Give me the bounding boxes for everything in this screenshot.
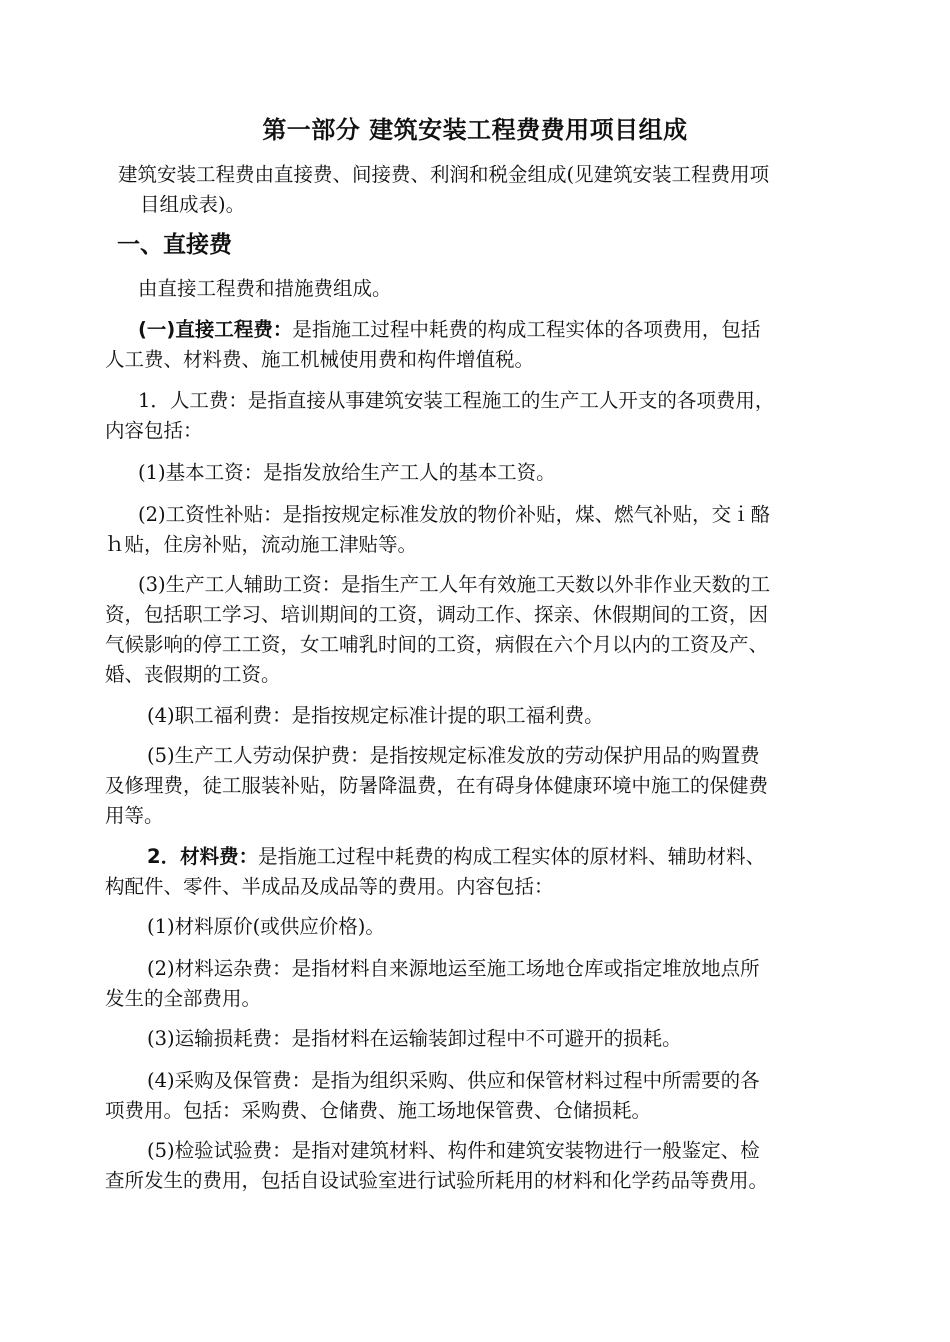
labor-item-3-line-3: 气候影响的停工工资，女工哺乳时间的工资，病假在六个月以内的工资及产、 — [105, 633, 769, 656]
section-heading-direct-cost: 一、直接费 — [117, 232, 232, 258]
labor-item-4-line-1: (4)职工福利费：是指按规定标准计提的职工福利费。 — [147, 704, 604, 727]
material-item-1 — [105, 912, 850, 942]
labor-item-5-line-2: 及修理费，徒工服装补贴，防暑降温费，在有碍身体健康环境中施工的保健费 — [105, 774, 769, 797]
material-cost-label: 2．材料费： — [147, 845, 259, 868]
material-item-4 — [105, 1066, 850, 1126]
summary-line: 由直接工程费和措施费组成。 — [138, 277, 392, 300]
intro-line-2: 目组成表)。 — [140, 193, 246, 216]
labor-item-3-line-4: 婚、丧假期的工资。 — [105, 663, 281, 686]
page-title: 第一部分 建筑安装工程费费用项目组成 — [262, 116, 688, 144]
material-item-4-line-1: (4)采购及保管费：是指为组织采购、供应和保管材料过程中所需要的各 — [147, 1069, 760, 1092]
direct-engineering-cost-label: (一)直接工程费： — [138, 318, 293, 341]
material-item-2-line-2: 发生的全部费用。 — [105, 987, 262, 1010]
labor-cost-line-2: 内容包括： — [105, 419, 203, 442]
labor-cost-line-1: 1．人工费：是指直接从事建筑安装工程施工的生产工人开支的各项费用， — [138, 389, 775, 412]
material-item-1-line-1: (1)材料原价(或供应价格)。 — [147, 915, 385, 938]
material-item-3-line-1: (3)运输损耗费：是指材料在运输装卸过程中不可避开的损耗。 — [147, 1027, 682, 1050]
labor-cost-paragraph — [105, 386, 850, 446]
labor-item-2-line-1: (2)工资性补贴：是指按规定标准发放的物价补贴，煤、燃气补贴，交ｉ酪 — [138, 503, 771, 526]
labor-item-4 — [105, 701, 850, 731]
labor-item-5-line-3: 用等。 — [105, 804, 164, 827]
labor-item-2 — [105, 500, 850, 560]
labor-item-5-line-1: (5)生产工人劳动保护费：是指按规定标准发放的劳动保护用品的购置费 — [147, 744, 760, 767]
material-item-5-line-1: (5)检验试验费：是指对建筑材料、构件和建筑安装物进行一般鉴定、检 — [147, 1139, 760, 1162]
labor-item-3 — [105, 570, 850, 690]
labor-item-1 — [105, 458, 850, 488]
labor-item-5 — [105, 741, 850, 831]
material-item-5-line-2: 查所发生的费用，包括自设试验室进行试验所耗用的材料和化学药品等费用。 — [105, 1169, 769, 1192]
section-summary — [105, 274, 850, 304]
labor-item-1-line-1: (1)基本工资：是指发放给生产工人的基本工资。 — [138, 461, 556, 484]
direct-engineering-cost-line-2: 人工费、材料费、施工机械使用费和构件增值税。 — [105, 348, 535, 371]
material-cost-text: 是指施工过程中耗费的构成工程实体的原材料、辅助材料、 — [258, 845, 766, 868]
material-item-3 — [105, 1024, 850, 1054]
material-item-2-line-1: (2)材料运杂费：是指材料自来源地运至施工场地仓库或指定堆放地点所 — [147, 957, 760, 980]
labor-item-2-line-2: ｈ贴，住房补贴，流动施工津贴等。 — [105, 533, 418, 556]
intro-paragraph — [118, 160, 858, 220]
direct-engineering-cost-text: 是指施工过程中耗费的构成工程实体的各项费用，包括 — [292, 318, 761, 341]
labor-item-3-line-1: (3)生产工人辅助工资：是指生产工人年有效施工天数以外非作业天数的工 — [138, 573, 771, 596]
material-cost-paragraph — [105, 842, 850, 902]
material-item-2 — [105, 954, 850, 1014]
intro-line-1: 建筑安装工程费由直接费、间接费、利润和税金组成(见建筑安装工程费用项 — [118, 163, 770, 186]
material-item-5 — [105, 1136, 850, 1196]
direct-engineering-cost-paragraph — [105, 315, 850, 375]
material-cost-line-2: 构配件、零件、半成品及成品等的费用。内容包括： — [105, 875, 554, 898]
material-item-4-line-2: 项费用。包括：采购费、仓储费、施工场地保管费、仓储损耗。 — [105, 1099, 652, 1122]
labor-item-3-line-2: 资，包括职工学习、培训期间的工资，调动工作、探亲、休假期间的工资，因 — [105, 603, 769, 626]
